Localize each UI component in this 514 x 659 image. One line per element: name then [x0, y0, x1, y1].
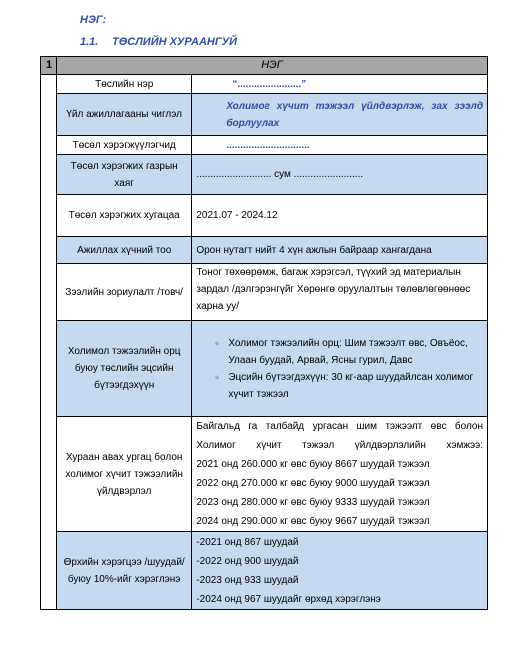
row-value-name: “.......................” [192, 75, 488, 94]
row-label-name: Төслийн нэр [57, 75, 192, 94]
consumption-line: -2022 онд 900 шуудай [196, 555, 299, 567]
list-item: ● Холимог тэжээлийн орц: Шим тэжээлт өвс, Овъёос, Улаан буудай, Арвай, Ясны гурил, Давс [228, 335, 483, 369]
row-label-products: Холимол тэжээлийн орц буюу төслийн эцсийн бүтээгдэхүүн [57, 321, 192, 417]
row-value-duration: 2021.07 - 2024.12 [192, 195, 488, 237]
table-row [41, 75, 488, 94]
production-line: 2024 онд 290.000 кг өвс буюу 9667 шуудай тэжээл [196, 516, 430, 527]
row-value-workers: Орон нутагт нийт 4 хүн ажлын байраар хангагдана [192, 237, 488, 264]
production-line: 2023 онд 280.000 кг өвс буюу 9333 шуудай тэжээл [196, 497, 430, 508]
row-label-duration: Төсөл хэрэгжих хугацаа [57, 195, 192, 237]
section-heading [80, 36, 237, 48]
list-item: ● Эцсийн бүтээгдэхүүн: 30 кг-аар шуудайлсан холимог хүчит тэжээл [228, 369, 483, 403]
row-label-production: Хураан авах ургац болон холимог хүчит тэжээлийн үйлдвэрлэл [57, 417, 192, 532]
row-value-products [192, 321, 488, 417]
table-row [41, 237, 488, 264]
table-row [41, 155, 488, 195]
production-line: 2021 онд 260.000 кг өвс буюу 8667 шуудай тэжээл [196, 459, 430, 470]
index-column-cell [41, 75, 57, 610]
row-value-field: Холимог хүчит тэжээл үйлдвэрлэж, зах зээлд борлуулах [192, 94, 488, 136]
table-index: 1 [41, 57, 57, 75]
production-intro: Байгальд га талбайд ургасан шим тэжээлт өвс болон Холимог хүчит тэжээл үйлдвэрлэлийн хэмжээ: [196, 421, 483, 451]
row-value-purpose: Тоног төхөөрөмж, багаж хэрэгсэл, түүхий эд материалын зардал /дэлгэрэнгүйг Хөрөнгө оруулалтын төлөвлөгөөнөөс харна уу/ [192, 264, 488, 321]
row-label-location: Төсөл хэрэгжих газрын хаяг [57, 155, 192, 195]
row-value-production [192, 417, 488, 532]
table-row [41, 532, 488, 610]
table-row [41, 195, 488, 237]
row-value-implementer: .............................. [192, 136, 488, 155]
row-label-implementer: Төсөл хэрэгжүүлэгчид [57, 136, 192, 155]
bullet-icon: ● [214, 371, 220, 382]
row-label-field: Үйл ажиллагааны чиглэл [57, 94, 192, 136]
document-heading: НЭГ: [80, 14, 107, 26]
production-line: 2022 онд 270.000 кг өвс буюу 9000 шуудай тэжээл [196, 478, 430, 489]
consumption-line: -2023 онд 933 шуудай [196, 574, 299, 586]
section-number: 1.1. [80, 36, 99, 48]
table-row [41, 94, 488, 136]
section-title: ТӨСЛИЙН ХУРААНГУЙ [112, 36, 237, 48]
row-value-consumption [192, 532, 488, 610]
table-row [41, 321, 488, 417]
products-list [192, 335, 487, 403]
table-title: НЭГ [57, 57, 488, 75]
table-header-row [41, 57, 488, 75]
project-summary-table [40, 56, 488, 610]
table-row [41, 136, 488, 155]
table-row [41, 264, 488, 321]
bullet-icon: ● [214, 337, 220, 348]
consumption-line: -2024 онд 967 шуудайг өрхөд хэрэглэнэ [196, 593, 381, 605]
row-label-purpose: Зээлийн зориулалт /товч/ [57, 264, 192, 321]
consumption-line: -2021 онд 867 шуудай [196, 536, 299, 548]
row-value-location: ........................... сум ......................... [192, 155, 488, 195]
row-label-consumption: Өрхийн хэрэгцээ /шуудай/ буюу 10%-ийг хэрэглэнэ [57, 532, 192, 610]
table-row [41, 417, 488, 532]
row-label-workers: Ажиллах хүчний тоо [57, 237, 192, 264]
